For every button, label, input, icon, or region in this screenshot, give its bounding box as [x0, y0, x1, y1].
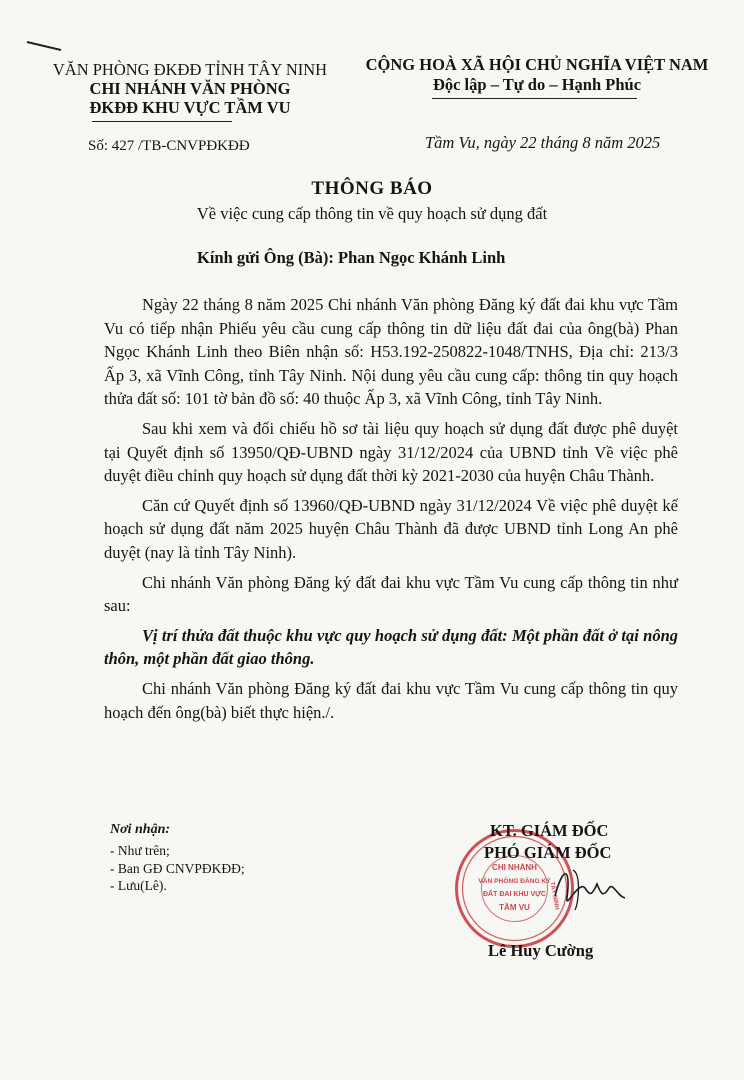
planning-result: Vị trí thửa đất thuộc khu vực quy hoạch sử dụng đất: Một phần đất ở tại nông thôn, một phần đất giao thông.: [104, 625, 678, 669]
svg-text:TẦM VU: TẦM VU: [499, 903, 530, 912]
issuing-agency: [40, 60, 340, 117]
signer-name: Lê Huy Cường: [488, 941, 594, 960]
svg-text:VĂN PHÒNG ĐĂNG KÝ: VĂN PHÒNG ĐĂNG KÝ: [478, 878, 551, 885]
recipients-title: Nơi nhận:: [110, 822, 171, 837]
svg-text:TÂY NINH: TÂY NINH: [548, 881, 560, 911]
body-paragraph: Ngày 22 tháng 8 năm 2025 Chi nhánh Văn phòng Đăng ký đất đai khu vực Tầm Vu có tiếp nhận Phiếu yêu cầu cung cấp thông tin dữ liệu đất đai của ông(bà) Phan Ngọc Khánh Linh theo Biên nhận số: H53.192-250822-1048/TNHS, Địa chỉ: 213/3 Ấp 3, xã Vĩnh Công, tỉnh Tây Ninh. Nội dung yêu cầu cung cấp: thông tin quy hoạch thửa đất số: 101 tờ bản đồ số: 40 thuộc Ấp 3, xã Vĩnh Công, tỉnh Tây Ninh.: [104, 295, 678, 409]
nation-motto: Độc lập – Tự do – Hạnh Phúc: [432, 75, 642, 94]
signer-title-2: PHÓ GIÁM ĐỐC: [484, 843, 612, 862]
document-number: Số: 427 /TB-CNVPĐKĐĐ: [88, 138, 250, 154]
recipient-item: - Lưu(Lê).: [110, 878, 167, 893]
agency-line-1: VĂN PHÒNG ĐKĐĐ TỈNH TÂY NINH: [52, 60, 328, 79]
document-title: THÔNG BÁO: [311, 178, 433, 199]
document-date: Tầm Vu, ngày 22 tháng 8 năm 2025: [425, 133, 661, 152]
national-motto: [352, 55, 722, 95]
nation-name: CỘNG HOÀ XÃ HỘI CHỦ NGHĨA VIỆT NAM: [365, 55, 709, 74]
pen-mark: [25, 38, 65, 54]
body-paragraph: Sau khi xem và đối chiếu hồ sơ tài liệu quy hoạch sử dụng đất được phê duyệt tại Quyết định số 13950/QĐ-UBND ngày 31/12/2024 của UBND tỉnh Về việc phê duyệt điều chỉnh quy hoạch sử dụng đất thời kỳ 2021-2030 của huyện Châu Thành.: [104, 418, 678, 486]
agency-underline: [92, 121, 232, 122]
agency-line-3: ĐKĐĐ KHU VỰC TẦM VU: [89, 98, 291, 117]
recipient-item: - Ban GĐ CNVPĐKĐĐ;: [110, 860, 245, 876]
body-paragraph: Chi nhánh Văn phòng Đăng ký đất đai khu vực Tầm Vu cung cấp thông tin quy hoạch đến ông(bà) biết thực hiện./.: [104, 678, 678, 722]
body-paragraph: Căn cứ Quyết định số 13960/QĐ-UBND ngày 31/12/2024 Về việc phê duyệt kế hoạch sử dụng đất năm 2025 huyện Châu Thành đã được UBND tỉnh Long An phê duyệt (nay là tỉnh Tây Ninh).: [104, 495, 678, 562]
handwritten-signature: [545, 858, 635, 918]
svg-text:CHI NHÁNH: CHI NHÁNH: [492, 863, 537, 872]
signer-title-1: KT. GIÁM ĐỐC: [490, 821, 609, 840]
body-paragraph: Chi nhánh Văn phòng Đăng ký đất đai khu vực Tầm Vu cung cấp thông tin như sau:: [104, 572, 678, 616]
agency-line-2: CHI NHÁNH VĂN PHÒNG: [89, 79, 291, 98]
svg-text:ĐẤT ĐAI KHU VỰC: ĐẤT ĐAI KHU VỰC: [483, 891, 546, 898]
salutation: Kính gửi Ông (Bà): Phan Ngọc Khánh Linh: [197, 248, 506, 267]
recipients-list: [110, 842, 245, 895]
recipient-item: - Như trên;: [110, 843, 170, 858]
motto-underline: [432, 98, 637, 99]
document-body: [104, 293, 678, 730]
document-subtitle: Về việc cung cấp thông tin về quy hoạch sử dụng đất: [196, 204, 548, 223]
